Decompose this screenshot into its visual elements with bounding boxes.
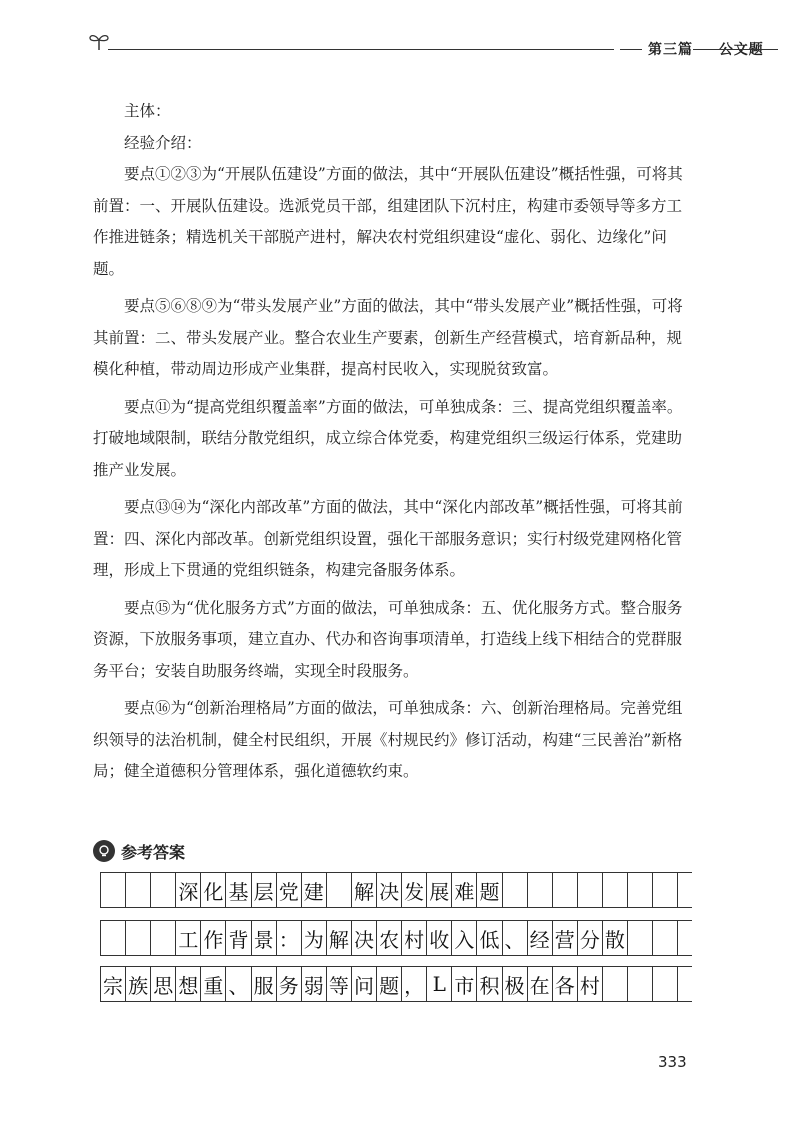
grid-cell: 党 [277,873,302,907]
grid-cell: 背 [226,921,251,955]
grid-cell [603,967,628,1001]
header-rule [620,49,642,50]
grid-cell: L [427,967,452,1001]
page-header [88,28,778,68]
sprout-icon [88,30,110,56]
answer-heading-label: 参考答案 [121,842,186,862]
grid-cell: 市 [452,967,477,1001]
paragraph: 要点⑤⑥⑧⑨为“带头发展产业”方面的做法，其中“带头发展产业”概括性强，可将其前置：二、带头发展产业。整合农业生产要素，创新生产经营模式，培育新品种，规模化种植，带动周边形成产业集群，提高村民收入，实现脱贫致富。 [93,297,683,378]
paragraph: 要点⑮为“优化服务方式”方面的做法，可单独成条：五、优化服务方式。整合服务资源，下放服务事项，建立直办、代办和咨询事项清单，打造线上线下相结合的党群服务平台；安装自助服务终端，实现全时段服务。 [93,598,683,680]
grid-cell [628,873,653,907]
grid-cell: 思 [151,967,176,1001]
grid-cell [151,873,176,907]
grid-cell: 营 [553,921,578,955]
grid-cell [553,873,578,907]
grid-cell: 、 [226,967,251,1001]
subject-label: 主体： [124,102,171,120]
grid-cell [578,873,603,907]
grid-cell [101,921,126,955]
grid-cell [653,921,678,955]
grid-cell: 题 [477,873,502,907]
grid-cell: 建 [302,873,327,907]
grid-cell: 展 [427,873,452,907]
grid-cell: 等 [327,967,352,1001]
lightbulb-icon [93,840,115,862]
grid-cell: 弱 [302,967,327,1001]
grid-cell: 工 [176,921,201,955]
answer-grid-row [100,966,692,1002]
grid-cell: 收 [427,921,452,955]
grid-cell: 分 [578,921,603,955]
grid-cell: 化 [201,873,226,907]
grid-cell: 农 [377,921,402,955]
answer-heading [93,838,185,864]
grid-cell: 为 [302,921,327,955]
grid-cell: 经 [528,921,553,955]
grid-cell: ： [277,921,302,955]
grid-cell: 题 [377,967,402,1001]
grid-cell: 散 [603,921,628,955]
section-topic: 公文题 [718,42,764,58]
grid-cell: 在 [528,967,553,1001]
grid-cell [653,967,678,1001]
grid-cell: 层 [252,873,277,907]
grid-cell: 决 [352,921,377,955]
grid-cell [528,873,553,907]
grid-cell: 难 [452,873,477,907]
grid-cell [628,921,653,955]
answer-grid-row [100,872,692,908]
header-rule [108,49,614,50]
body-text [93,96,693,788]
grid-cell: 入 [452,921,477,955]
answer-grid-row [100,920,692,956]
grid-cell [327,873,352,907]
paragraph: 要点①②③为“开展队伍建设”方面的做法，其中“开展队伍建设”概括性强，可将其前置：一、开展队伍建设。选派党员干部，组建团队下沉村庄，构建市委领导等多方工作推进链条；精选机关干部脱产进村，解决农村党组织建设“虚化、弱化、边缘化”问题。 [93,165,683,278]
grid-cell: 宗 [101,967,126,1001]
paragraph: 要点⑬⑭为“深化内部改革”方面的做法，其中“深化内部改革”概括性强，可将其前置：四、深化内部改革。创新党组织设置，强化干部服务意识；实行村级党建网格化管理，形成上下贯通的党组织链条，构建完备服务体系。 [93,498,683,579]
grid-cell [101,873,126,907]
grid-cell [603,873,628,907]
grid-cell: 低 [477,921,502,955]
grid-cell: 务 [277,967,302,1001]
grid-cell [628,967,653,1001]
grid-cell: 解 [352,873,377,907]
experience-label: 经验介绍： [124,133,202,152]
grid-cell: 重 [201,967,226,1001]
grid-cell: 村 [402,921,427,955]
grid-cell: 景 [252,921,277,955]
grid-cell: 族 [126,967,151,1001]
grid-cell: 村 [578,967,603,1001]
grid-cell: 、 [503,921,528,955]
grid-cell: 极 [503,967,528,1001]
grid-cell: ， [402,967,427,1001]
grid-cell: 基 [226,873,251,907]
header-rule [693,49,778,50]
grid-cell [126,921,151,955]
paragraph: 要点⑯为“创新治理格局”方面的做法，可单独成条：六、创新治理格局。完善党组织领导的法治机制，健全村民组织，开展《村规民约》修订活动，构建“三民善治”新格局；健全道德积分管理体系，强化道德软约束。 [93,699,683,780]
grid-cell: 服 [252,967,277,1001]
grid-cell: 决 [377,873,402,907]
grid-cell [126,873,151,907]
page-number: 333 [658,1053,687,1071]
grid-cell [653,873,678,907]
grid-cell [151,921,176,955]
grid-cell: 深 [176,873,201,907]
paragraph: 要点⑪为“提高党组织覆盖率”方面的做法，可单独成条：三、提高党组织覆盖率。打破地域限制，联结分散党组织，成立综合体党委，构建党组织三级运行体系，党建助推产业发展。 [93,397,683,479]
grid-cell: 积 [477,967,502,1001]
grid-cell [503,873,528,907]
grid-cell: 发 [402,873,427,907]
grid-cell: 想 [176,967,201,1001]
section-label: 第三篇 [648,42,693,58]
grid-cell: 解 [327,921,352,955]
grid-cell: 作 [201,921,226,955]
grid-cell: 各 [553,967,578,1001]
grid-cell: 问 [352,967,377,1001]
